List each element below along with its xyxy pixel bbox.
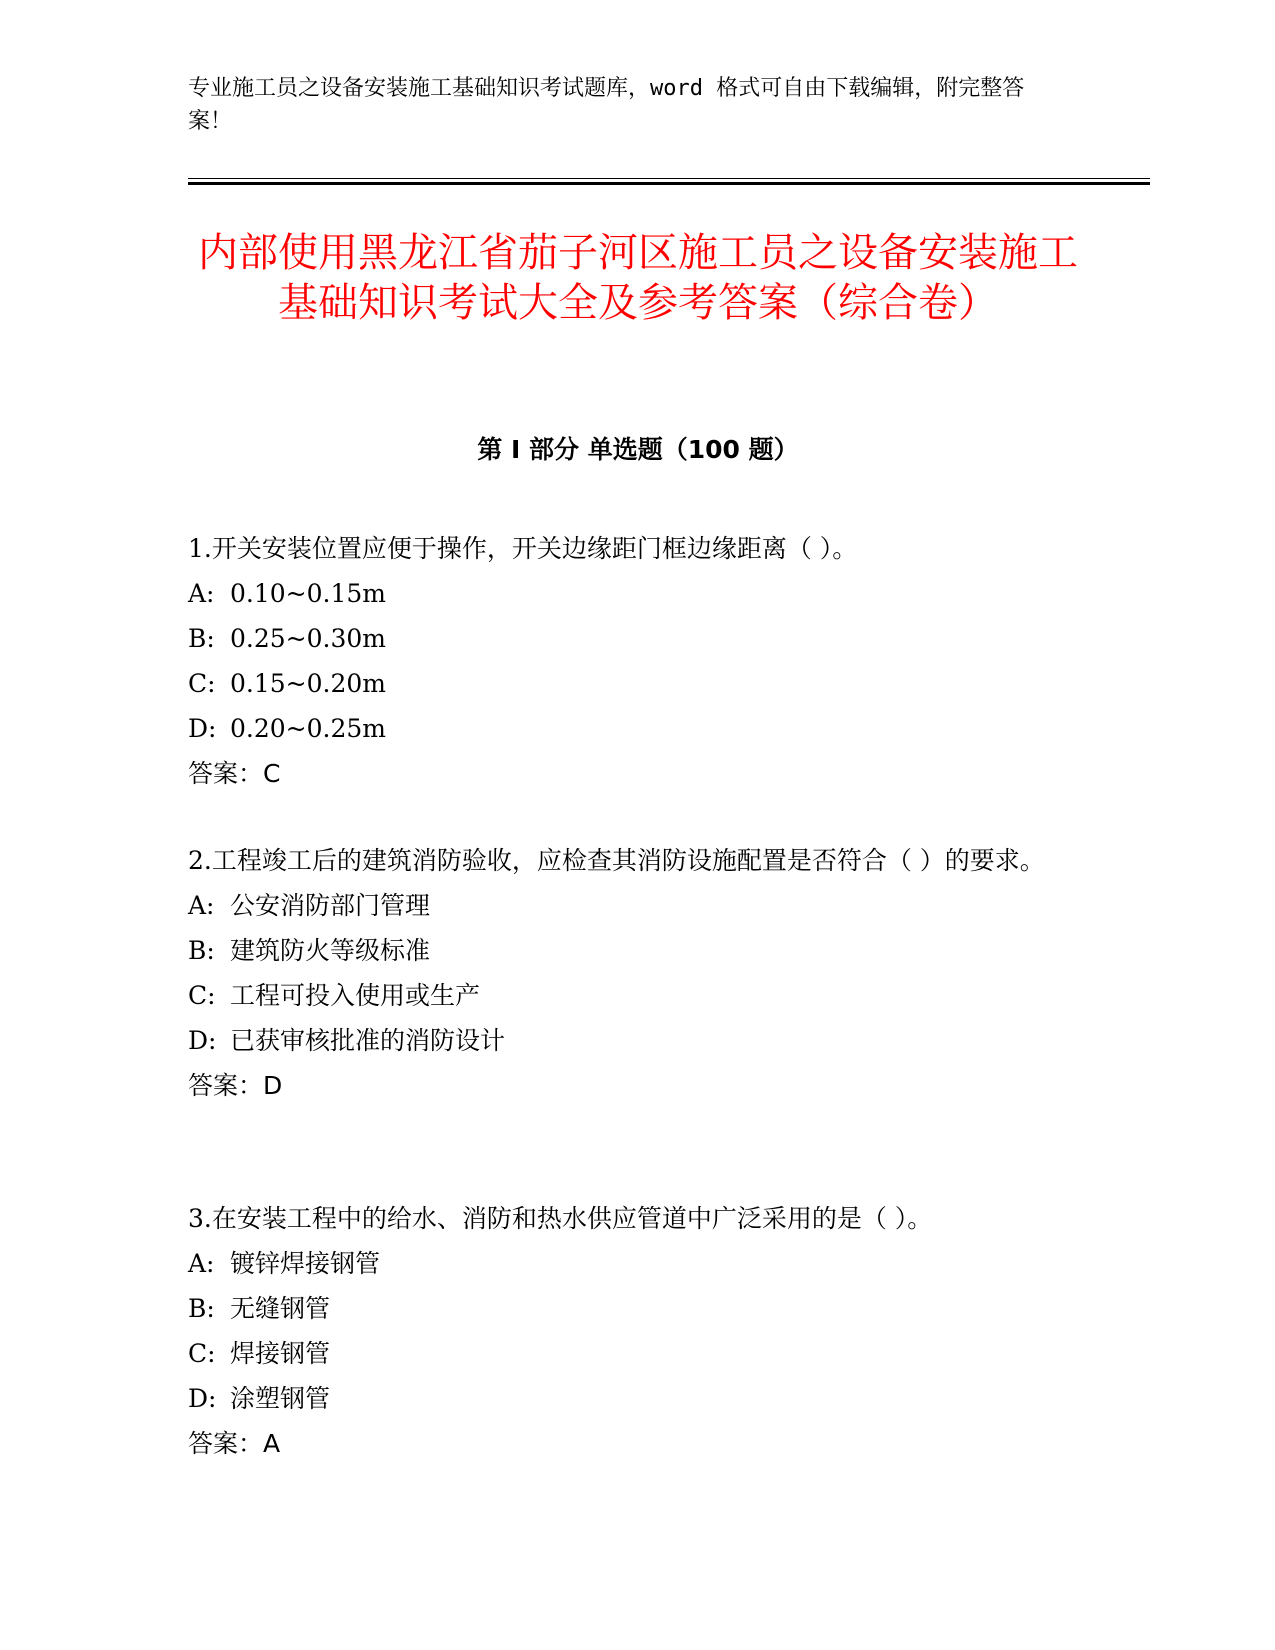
option-a [188,883,1088,928]
option-letter: A: [188,1249,215,1278]
option-text: 0.25~0.30m [230,624,386,653]
question-stem: 3.在安装工程中的给水、消防和热水供应管道中广泛采用的是（ ）。 [188,1204,933,1233]
option-text: 工程可投入使用或生产 [230,981,481,1010]
option-letter: D: [188,1384,217,1413]
answer-line: 答案：A [188,1429,281,1458]
option-text: 无缝钢管 [230,1294,331,1323]
question-stem: 2.工程竣工后的建筑消防验收，应检查其消防设施配置是否符合（ ）的要求。 [188,846,1045,875]
option-text: 0.20~0.25m [230,714,386,743]
option-letter: A: [188,891,215,920]
option-text: 建筑防火等级标准 [230,936,431,965]
document-title: 内部使用黑龙江省茄子河区施工员之设备安装施工基础知识考试大全及参考答案（综合卷） [198,230,1078,326]
option-c [188,661,1088,706]
option-letter: D: [188,714,217,743]
option-b [188,616,1088,661]
option-text: 镀锌焊接钢管 [230,1249,381,1278]
option-text: 0.10~0.15m [230,579,386,608]
option-a [188,571,1088,616]
option-letter: B: [188,936,215,965]
header-note: 专业施工员之设备安装施工基础知识考试题库，word 格式可自由下载编辑，附完整答案！ [188,76,1025,134]
option-d [188,706,1088,751]
option-letter: C: [188,1339,216,1368]
answer-line: 答案：D [188,1071,283,1100]
option-text: 已获审核批准的消防设计 [230,1026,506,1055]
option-c [188,1331,1088,1376]
answer-line: 答案：C [188,759,281,788]
option-c [188,973,1088,1018]
option-text: 0.15~0.20m [230,669,386,698]
option-b [188,1286,1088,1331]
question-stem: 1.开关安装位置应便于操作，开关边缘距门框边缘距离（ ）。 [188,534,858,563]
option-d [188,1018,1088,1063]
option-d [188,1376,1088,1421]
option-letter: A: [188,579,215,608]
option-letter: B: [188,1294,215,1323]
question-1 [188,526,1088,796]
header-divider-thin [188,178,1150,179]
question-3 [188,1196,1088,1466]
option-letter: C: [188,981,216,1010]
option-letter: D: [188,1026,217,1055]
option-letter: B: [188,624,215,653]
option-text: 焊接钢管 [230,1339,331,1368]
option-text: 涂塑钢管 [230,1384,331,1413]
question-2 [188,838,1088,1108]
option-b [188,928,1088,973]
option-letter: C: [188,669,216,698]
header-divider-thick [188,182,1150,185]
option-text: 公安消防部门管理 [230,891,431,920]
section-title: 第 I 部分 单选题（100 题） [477,435,799,464]
option-a [188,1241,1088,1286]
